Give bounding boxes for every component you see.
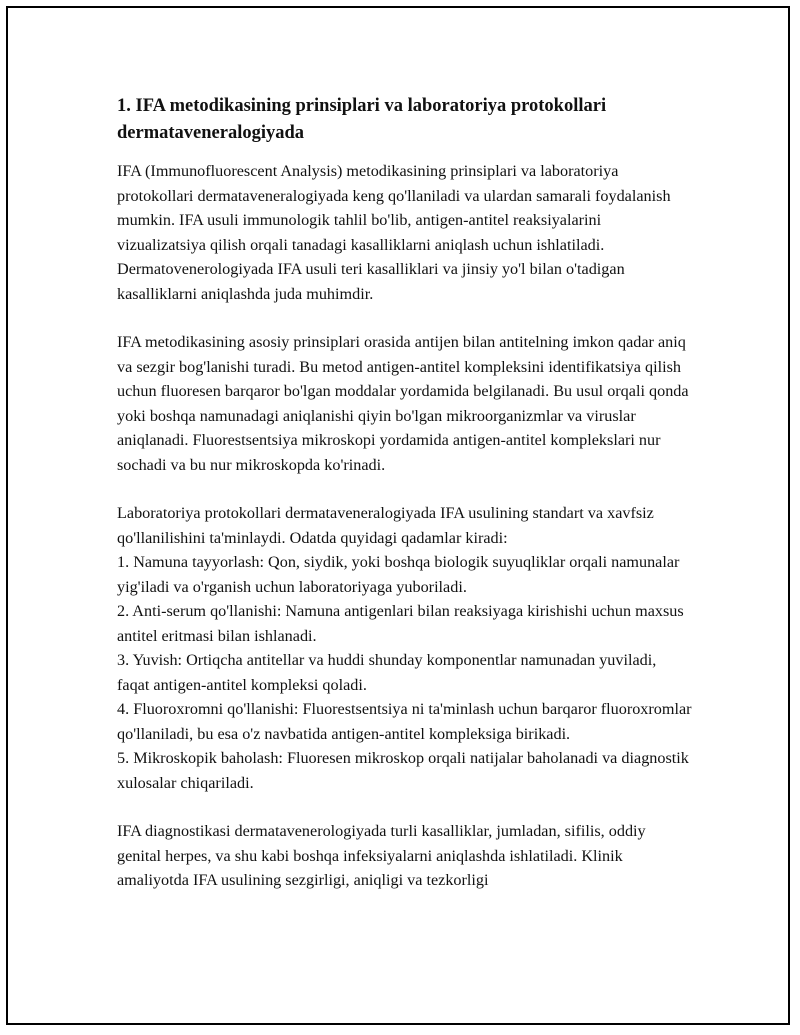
- protocol-step: 3. Yuvish: Ortiqcha antitellar va huddi shunday komponentlar namunadan yuviladi, faqat antigen-antitel kompleksi qoladi.: [117, 651, 657, 694]
- paragraph-principles: IFA metodikasining asosiy prinsiplari orasida antijen bilan antitelning imkon qadar aniq va sezgir bog'lanishi turadi. Bu metod antigen-antitel kompleksini identifikatsiya qilish uchun fluoresen barqaror bo'lgan moddalar yordamida belgilanadi. Bu usul orqali qonda yoki boshqa namunadagi aniqlanishi qiyin bo'lgan mikroorganizmlar va viruslar aniqlanadi. Fluorestsentsiya mikroskopi yordamida antigen-antitel komplekslari nur sochadi va bu nur mikroskopda ko'rinadi.: [117, 333, 689, 474]
- section-title: 1. IFA metodikasining prinsiplari va laboratoriya protokollari dermataveneralogiyada: [117, 96, 607, 143]
- protocol-step: 4. Fluoroxromni qo'llanishi: Fluorestsentsiya ni ta'minlash uchun barqaror fluoroxromlar qo'llaniladi, bu esa o'z navbatida antigen-antitel kompleksiga birikadi.: [117, 700, 692, 743]
- protocol-step: 1. Namuna tayyorlash: Qon, siydik, yoki boshqa biologik suyuqliklar orqali namunalar yig'iladi va o'rganish uchun laboratoriyaga yuboriladi.: [117, 553, 680, 596]
- paragraph-intro: IFA (Immunofluorescent Analysis) metodikasining prinsiplari va laboratoriya protokollari dermataveneralogiyada keng qo'llaniladi va ulardan samarali foydalanish mumkin. IFA usuli immunologik tahlil bo'lib, antigen-antitel reaksiyalarini vizualizatsiya qilish orqali tanadagi kasalliklarni aniqlash uchun ishlatiladi. Dermatovenerologiyada IFA usuli teri kasalliklari va jinsiy yo'l bilan o'tadigan kasalliklarni aniqlashda juda muhimdir.: [117, 162, 671, 303]
- protocol-step: 5. Mikroskopik baholash: Fluoresen mikroskop orqali natijalar baholanadi va diagnostik xulosalar chiqariladi.: [117, 749, 689, 792]
- protocol-step: 2. Anti-serum qo'llanishi: Namuna antigenlari bilan reaksiyaga kirishishi uchun maxsus antitel eritmasi bilan ishlanadi.: [117, 602, 684, 645]
- document-body: [117, 93, 692, 917]
- protocol-steps-list: [117, 550, 692, 795]
- paragraph-closing: IFA diagnostikasi dermatavenerologiyada turli kasalliklar, jumladan, sifilis, oddiy genital herpes, va shu kabi boshqa infeksiyalarni aniqlashda ishlatiladi. Klinik amaliyotda IFA usulining sezgirligi, aniqligi va tezkorligi: [117, 822, 646, 889]
- paragraph-protocols: Laboratoriya protokollari dermataveneralogiyada IFA usulining standart va xavfsiz qo'llanilishini ta'minlaydi. Odatda quyidagi qadamlar kiradi:: [117, 504, 654, 547]
